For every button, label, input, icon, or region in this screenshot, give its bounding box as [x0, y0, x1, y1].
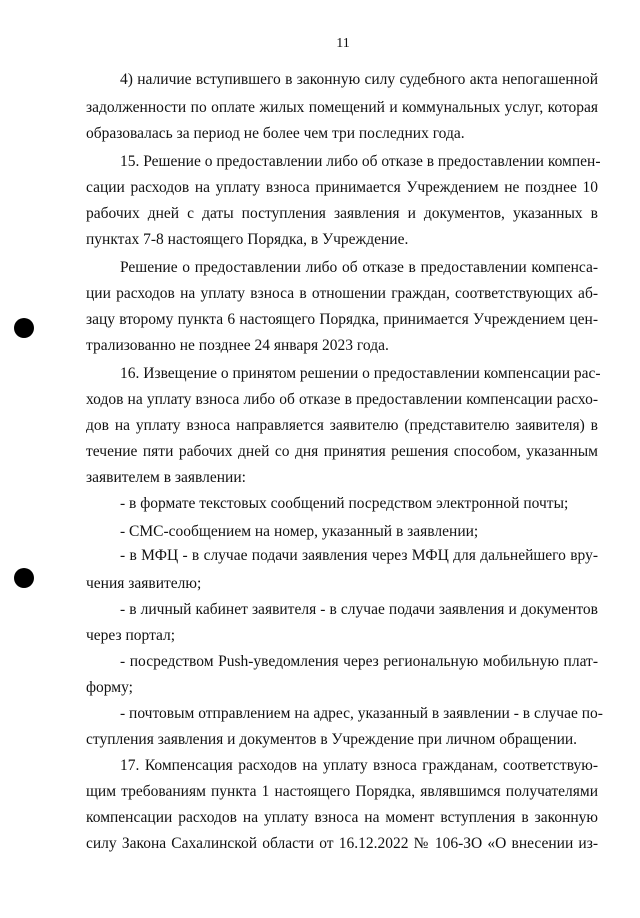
text-line: 17. Компенсация расходов на уплату взноса гражданам, соответствую- — [120, 757, 598, 774]
text-line: ции расходов на уплату взноса в отношении граждан, соответствующих аб- — [86, 285, 598, 302]
page-number: 11 — [336, 36, 350, 51]
text-line: пунктах 7-8 настоящего Порядка, в Учреждение. — [86, 231, 409, 248]
text-line: чения заявителю; — [86, 575, 202, 592]
text-line: 4) наличие вступившего в законную силу судебного акта непогашенной — [120, 71, 598, 88]
text-line: образовалась за период не более чем три последних года. — [86, 125, 465, 142]
text-line: компенсации расходов на уплату взноса на момент вступления в законную — [86, 809, 598, 826]
text-line: течение пяти рабочих дней со дня принятия решения способом, указанным — [86, 443, 598, 460]
text-line: - в МФЦ - в случае подачи заявления через МФЦ для дальнейшего вру- — [120, 547, 598, 564]
text-line: - в формате текстовых сообщений посредством электронной почты; — [120, 495, 569, 512]
text-line: заявителем в заявлении: — [86, 469, 246, 486]
text-line: силу Закона Сахалинской области от 16.12.2022 № 106-ЗО «О внесении из- — [86, 835, 598, 852]
text-line: сации расходов на уплату взноса принимается Учреждением не позднее 10 — [86, 179, 598, 196]
text-line: зацу второму пункта 6 настоящего Порядка, принимается Учреждением цен- — [86, 311, 598, 328]
text-line: - почтовым отправлением на адрес, указанный в заявлении - в случае по- — [120, 705, 603, 722]
text-line: - СМС-сообщением на номер, указанный в заявлении; — [120, 523, 479, 540]
text-line: дов на уплату взноса направляется заявителю (представителю заявителя) в — [86, 417, 598, 434]
text-line: - в личный кабинет заявителя - в случае подачи заявления и документов — [120, 601, 598, 618]
text-line: задолженности по оплате жилых помещений и коммунальных услуг, которая — [86, 99, 598, 116]
text-line: 15. Решение о предоставлении либо об отказе в предоставлении компен- — [120, 153, 601, 170]
text-line: Решение о предоставлении либо об отказе в предоставлении компенса- — [120, 259, 598, 276]
text-line: ступления заявления и документов в Учреждение при личном обращении. — [86, 731, 578, 748]
text-line: форму; — [86, 679, 133, 696]
punch-hole-bottom — [14, 568, 34, 588]
text-line: щим требованиям пункта 1 настоящего Порядка, являвшимся получателями — [86, 783, 598, 800]
text-line: через портал; — [86, 627, 176, 644]
punch-hole-top — [14, 318, 34, 338]
text-line: рабочих дней с даты поступления заявления и документов, указанных в — [86, 205, 598, 222]
text-line: - посредством Push-уведомления через региональную мобильную плат- — [120, 653, 598, 670]
text-line: 16. Извещение о принятом решении о предоставлении компенсации рас- — [120, 365, 601, 382]
text-line: трализованно не позднее 24 января 2023 года. — [86, 337, 389, 354]
text-line: ходов на уплату взноса либо об отказе в предоставлении компенсации расхо- — [86, 391, 598, 408]
